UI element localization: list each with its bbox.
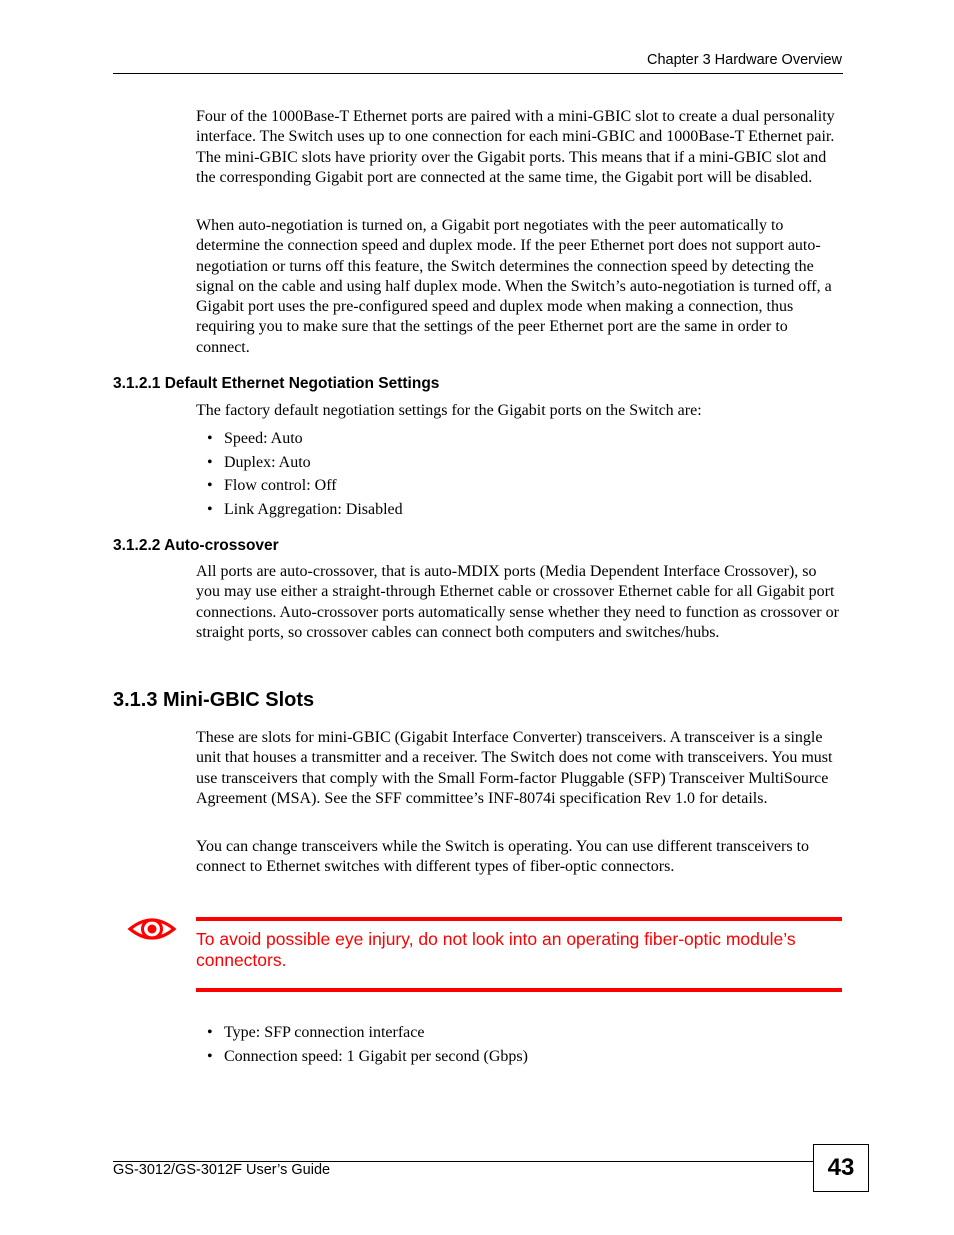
negotiation-list [207,429,403,523]
list-item: • Link Aggregation: Disabled [207,500,403,524]
mini-gbic-paragraph-2: You can change transceivers while the Switch is operating. You can use different transceivers to connect to Ethernet switches with different types of fiber-optic connectors. [196,838,810,876]
heading-3122: 3.1.2.2 Auto-crossover [113,537,279,554]
intro-paragraph-1: Four of the 1000Base-T Ethernet ports are paired with a mini-GBIC slot to create a dual personality interface. The Switch uses up to one connection for each mini-GBIC and 1000Base-T Ethernet pair. The mini-GBIC slots have priority over the Gigabit ports. This means that if a mini-GBIC slot and the corresponding Gigabit port are connected at the same time, the Gigabit port will be disabled. [196,108,835,186]
mini-gbic-paragraph-1: These are slots for mini-GBIC (Gigabit Interface Converter) transceivers. A transceiver is a single unit that houses a transmitter and a receiver. The Switch does not come with transceivers. You must use transceivers that comply with the Small Form-factor Pluggable (SFP) Transceiver MultiSource Agreement (MSA). See the SFF committee’s INF-8074i specification Rev 1.0 for details. [196,729,833,807]
warning-text: To avoid possible eye injury, do not look into an operating fiber-optic module’s connectors. [196,929,796,970]
list-item: • Type: SFP connection interface [207,1023,528,1047]
intro-paragraph-2: When auto-negotiation is turned on, a Gigabit port negotiates with the peer automatically to determine the connection speed and duplex mode. If the peer Ethernet port does not support auto-negotiation or turns off this feature, the Switch determines the connection speed by detecting the signal on the cable and using half duplex mode. When the Switch’s auto-negotiation is turned off, a Gigabit port uses the pre-configured speed and duplex mode when making a connection, thus requiring you to make sure that the settings of the peer Ethernet port are the same in order to connect. [196,217,832,356]
list-item: • Flow control: Off [207,476,403,500]
header-rule [113,73,843,74]
list-item: • Connection speed: 1 Gigabit per second (Gbps) [207,1047,528,1071]
list-item: • Duplex: Auto [207,453,403,477]
page-number: 43 [813,1144,869,1192]
footer-guide-title: GS-3012/GS-3012F User’s Guide [113,1162,331,1178]
auto-crossover-paragraph: All ports are auto-crossover, that is auto-MDIX ports (Media Dependent Interface Crossover), so you may use either a straight-through Ethernet cable or crossover Ethernet cable for all Gigabit port connections. Auto-crossover ports automatically sense whether they need to function as crossover or straight ports, so crossover cables can connect both computers and switches/hubs. [196,563,839,641]
heading-313: 3.1.3 Mini-GBIC Slots [113,689,315,711]
list-item: • Speed: Auto [207,429,403,453]
warning-bottom-rule [196,988,842,992]
specs-list [207,1023,528,1070]
negotiation-intro: The factory default negotiation settings for the Gigabit ports on the Switch are: [196,402,702,419]
eye-icon [127,913,177,945]
warning-top-rule [196,917,842,921]
running-header: Chapter 3 Hardware Overview [646,52,842,68]
heading-3121: 3.1.2.1 Default Ethernet Negotiation Settings [113,375,440,392]
